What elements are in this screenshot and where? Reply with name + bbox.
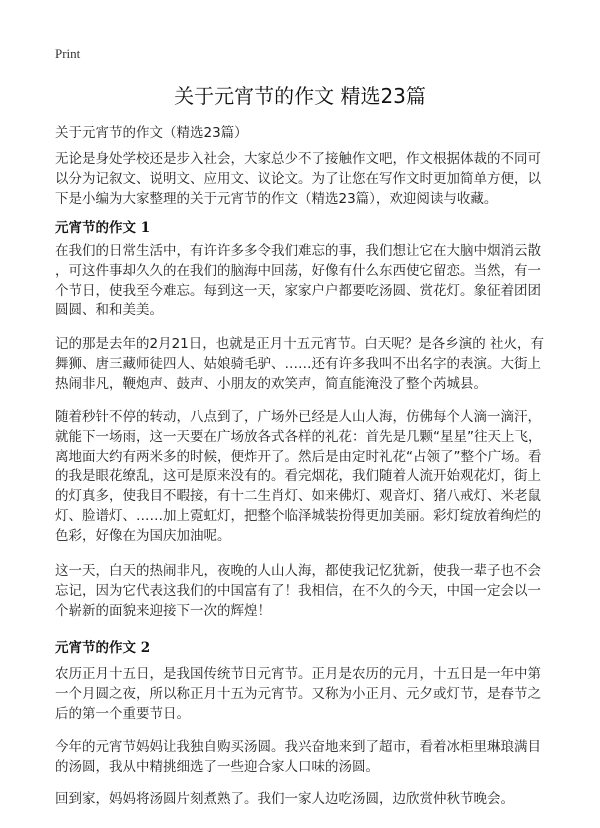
line: 这一天，白天的热闹非凡，夜晚的人山人海，都使我记忆犹新，使我一辈子也不会 (55, 563, 541, 579)
line: 圆圆、和和美美。 (55, 302, 163, 319)
line: 以分为记叙文、说明文、应用文、议论文。为了让您在写作文时更加简单方便，以 (55, 170, 541, 187)
line: 个节日，使我至今难忘。每到这一天，家家户户都要吃汤圆、赏花灯。象征着团团 (55, 282, 541, 299)
essay1-paragraph-3 (55, 408, 555, 547)
essay1-heading: 元宵节的作文 1 (55, 220, 151, 236)
line: 热闹非凡，鞭炮声、鼓声、小朋友的欢笑声，简直能淹没了整个芮城县。 (55, 375, 487, 392)
line: 的我是眼花缭乱，这可是原来没有的。看完烟花，我们随着人流开始观花灯，街上 (55, 468, 541, 485)
line: 在我们的日常生活中，有许许多多令我们难忘的事，我们想让它在大脑中烟消云散 (55, 243, 541, 259)
line: ，可这件事却久久的在我们的脑海中回荡，好像有什么东西使它留恋。当然，有一 (55, 262, 541, 279)
line: 农历正月十五日，是我国传统节日元宵节。正月是农历的元月，十五日是一年中第 (55, 666, 541, 682)
line: 无论是身处学校还是步入社会，大家总少不了接触作文吧，作文根据体裁的不同可 (55, 151, 541, 167)
essay2-paragraph-2 (55, 738, 555, 778)
line: 后的第一个重要节日。 (55, 705, 190, 722)
essay2-paragraph-3 (55, 790, 555, 810)
essay2-heading: 元宵节的作文 2 (55, 640, 151, 656)
intro-paragraph (55, 150, 555, 209)
essay1-paragraph-4 (55, 562, 555, 621)
line: 记的那是去年的2月21日，也就是正月十五元宵节。白天呢？是各乡演的 社火，有 (55, 336, 545, 352)
line: 的灯真多，使我目不暇接，有十二生肖灯、如来佛灯、观音灯、猪八戒灯、米老鼠 (55, 488, 541, 505)
page-title: 关于元宵节的作文 精选23篇 (174, 84, 426, 108)
line: 离地面大约有两米多的时候，便炸开了。然后是由定时礼花“占领了”整个广场。看 (55, 448, 542, 465)
line: 就能下一场雨，这一天要在广场放各式各样的礼花：首先是几颗“星星”往天上飞， (55, 428, 542, 445)
line: 个崭新的面貌来迎接下一次的辉煌！ (55, 602, 271, 619)
essay1-paragraph-2 (55, 335, 555, 394)
line: 随着秒针不停的转动，八点到了，广场外已经是人山人海，仿佛每个人滴一滴汗， (55, 409, 541, 425)
line: 的汤圆，我从中精挑细选了一些迎合家人口味的汤圆。 (55, 758, 379, 775)
essay1-paragraph-1 (55, 242, 555, 321)
print-link[interactable]: Print (55, 46, 81, 61)
line: 舞狮、唐三藏师徒四人、姑娘骑毛驴、……还有许多我叫不出名字的表演。大街上 (55, 355, 541, 372)
line: 灯、脸谱灯、……加上霓虹灯，把整个临泽城装扮得更加美丽。彩灯绽放着绚烂的 (55, 507, 541, 524)
line: 回到家，妈妈将汤圆片刻煮熟了。我们一家人边吃汤圆，边欣赏仲秋节晚会。 (55, 791, 514, 807)
essay2-paragraph-1 (55, 665, 555, 724)
line: 一个月圆之夜，所以称正月十五为元宵节。又称为小正月、元夕或灯节，是春节之 (55, 685, 541, 702)
subtitle: 关于元宵节的作文（精选23篇） (55, 125, 248, 141)
line: 忘记，因为它代表这我们的中国富有了！我相信，在不久的今天，中国一定会以一 (55, 582, 541, 599)
line: 下是小编为大家整理的关于元宵节的作文（精选23篇），欢迎阅读与收藏。 (55, 190, 498, 207)
line: 今年的元宵节妈妈让我独自购买汤圆。我兴奋地来到了超市，看着冰柜里琳琅满目 (55, 739, 541, 755)
line: 色彩，好像在为国庆加油呢。 (55, 527, 231, 544)
